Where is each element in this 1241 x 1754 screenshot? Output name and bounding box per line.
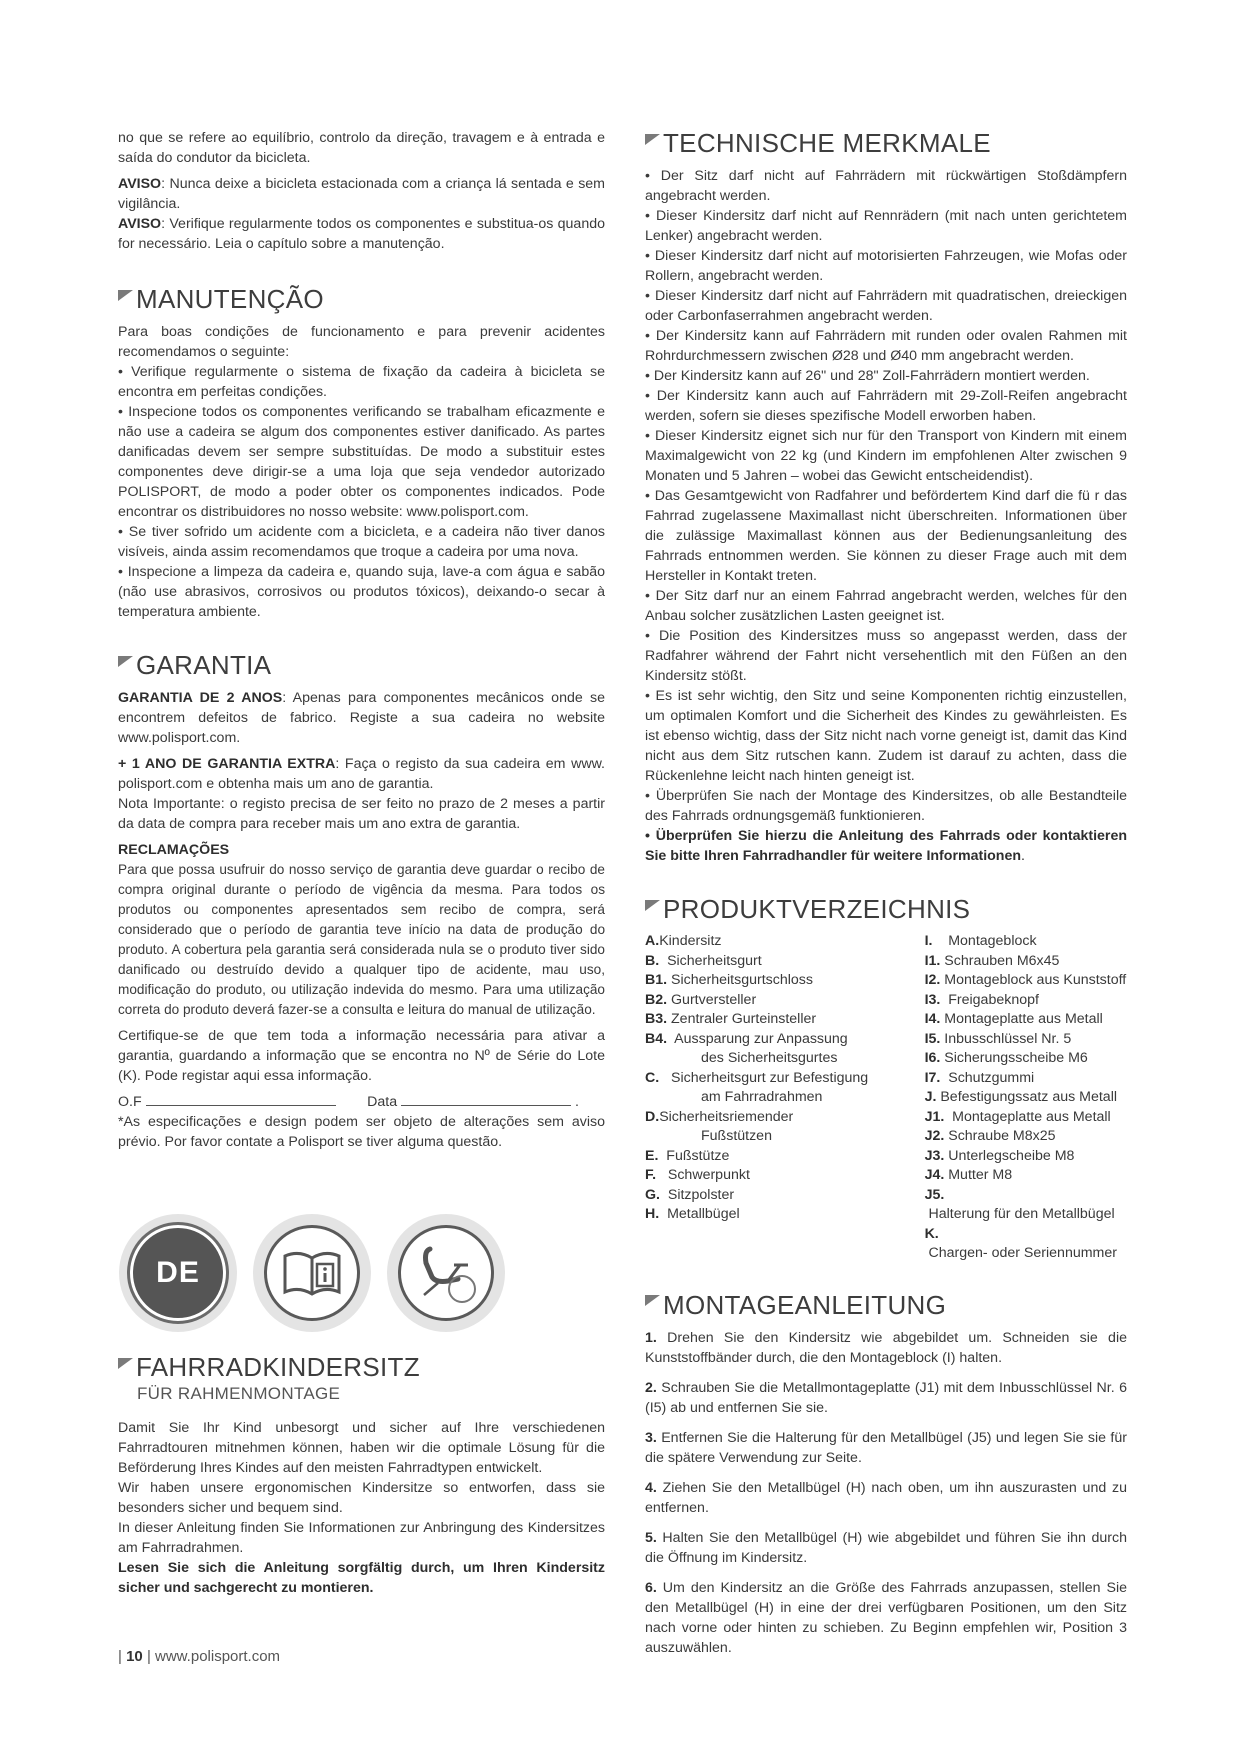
parts-list-item: E. Fußstütze [645, 1147, 730, 1164]
assembly-step: 6. Um den Kindersitz an die Größe des Fahrrads anzupassen, stellen Sie den Metallbügel (H) in eine der drei verfügbaren Positionen, um den Sitz nach vorne oder hinten zu schieben. Zu Beginn empfehlen wir, Position 3 auszuwählen. [645, 1579, 1127, 1656]
parts-list-item: J3. Unterlegscheibe M8 [924, 1147, 1075, 1164]
bullet-item: • Überprüfen Sie nach der Montage des Kindersitzes, ob alle Bestandteile des Fahrrads ordnungsgemäß funktionieren. [645, 788, 1127, 824]
parts-list-item: Fußstützen [701, 1128, 772, 1144]
bold-bullet-item: • Überprüfen Sie hierzu die Anleitung des Fahrrads oder kontaktieren Sie bitte Ihren Fahrradhandler für weitere Informationen. [645, 828, 1127, 864]
parts-list-item: K. Chargen- oder Seriennummer [924, 1225, 1117, 1261]
parts-list-item: am Fahrradrahmen [701, 1089, 823, 1105]
page-footer: | 10 | www.polisport.com [118, 1648, 281, 1665]
right-column [645, 128, 1127, 1668]
parts-list-item: I5. Inbusschlüssel Nr. 5 [924, 1030, 1072, 1047]
section-title-technische: TECHNISCHE MERKMALE [645, 128, 1127, 158]
parts-list-item: I4. Montageplatte aus Metall [924, 1011, 1103, 1027]
garantia-extra-paragraph: + 1 ANO DE GARANTIA EXTRA: Faça o registo da sua cadeira em www. polisport.com e obtenha mais um ano de garantia. [118, 756, 605, 792]
left-column [118, 128, 605, 1598]
section-marker-icon [645, 900, 660, 911]
fahrrad-paragraph: Damit Sie Ihr Kind unbesorgt und sicher auf Ihre verschiedenen Fahrradtouren mitnehmen können, haben wir die optimale Lösung für die Beförderung Ihres Kindes auf den meisten Fahrradtypen entwickelt. [118, 1420, 605, 1476]
section-marker-icon [118, 1358, 133, 1369]
parts-list-item: A.Kindersitz [645, 933, 722, 949]
parts-list-item: des Sicherheitsgurtes [701, 1050, 838, 1066]
warning-label: AVISO [118, 176, 162, 192]
certifique-text: Certifique-se de que tem toda a informação necessária para ativar a garantia, guardando a informação que se encontra no Nº de Série do Lote (K). Pode registar aqui essa informação. [118, 1028, 605, 1084]
parts-list-item: B3. Zentraler Gurteinsteller [645, 1011, 817, 1027]
language-badge-inner [130, 1225, 226, 1321]
assembly-steps [645, 1328, 1127, 1658]
manutencao-lead: Para boas condições de funcionamento e para prevenir acidentes recomendamos o seguinte: [118, 324, 605, 360]
bullet-item: • Der Kindersitz kann auf Fahrrädern mit runden oder ovalen Rahmen mit Rohrdurchmessern zwischen Ø28 und Ø40 mm angebracht werden. [645, 328, 1127, 364]
fahrrad-paragraph: Wir haben unsere ergonomischen Kindersitze so entworfen, dass sie besonders sicher und bequem sind. [118, 1480, 605, 1516]
section-marker-icon [645, 1295, 660, 1306]
parts-list-item: I1. Schrauben M6x45 [924, 952, 1060, 969]
data-label: Data [367, 1094, 398, 1110]
fahrrad-paragraph: In dieser Anleitung finden Sie Informationen zur Anbringung des Kindersitzes am Fahrradrahmen. [118, 1520, 605, 1556]
parts-list-item: B. Sicherheitsgurt [645, 952, 762, 969]
parts-list-left [645, 932, 886, 1264]
open-book-icon [281, 1248, 343, 1298]
section-title-manutencao: MANUTENÇÃO [118, 284, 605, 314]
website-link[interactable]: www.polisport.com [155, 1648, 281, 1665]
of-label: O.F [118, 1094, 142, 1110]
garantia-paragraph: GARANTIA DE 2 ANOS: Apenas para componentes mecânicos onde se encontrem defeitos de fabrico. Registe a sua cadeira no website www.polisport.com. [118, 690, 605, 746]
bullet-item: • Inspecione a limpeza da cadeira e, quando suja, lave-a com água e sabão (não use abrasivos, corrosivos ou produtos tóxicos), deixando-o secar à temperatura ambiente. [118, 564, 605, 620]
bullet-item: • Verifique regularmente o sistema de fixação da cadeira à bicicleta se encontra em perfeitas condições. [118, 364, 605, 400]
bullet-item: • Der Sitz darf nicht auf Fahrrädern mit rückwärtigen Stoßdämpfern angebracht werden. [645, 168, 1127, 204]
bullet-item: • Se tiver sofrido um acidente com a bicicleta, e a cadeira não tiver danos visíveis, ainda assim recomendamos que troque a cadeira por uma nova. [118, 524, 605, 560]
assembly-step: 3. Entfernen Sie die Halterung für den Metallbügel (J5) und legen Sie sie für die spätere Verwendung zur Seite. [645, 1429, 1127, 1466]
parts-list-item: J4. Mutter M8 [924, 1167, 1013, 1183]
reclamacoes-text: Para que possa usufruir do nosso serviço de garantia deve guardar o recibo de compra original durante o período de vigência da mesma. Para todos os produtos ou componentes apresentados sem recibo de compra, será considerado que o período de garantia teve início na data de produção do produto. A cobertura pela garantia será considerada nula se o produto tiver sido danificado ou destruído devido a qualquer tipo de acidente, mau uso, modificação do produto, ou utilização indevida do mesmo. Para uma utilização correta do produto deverá fazer-se a consulta e leitura do manual de utilização. [118, 862, 605, 1017]
bullet-item: • Der Sitz darf nur an einem Fahrrad angebracht werden, welches für den Anbau solcher zusätzlichen Lasten geeignet ist. [645, 588, 1127, 624]
of-input[interactable] [146, 1092, 336, 1106]
bike-seat-icon [414, 1243, 478, 1303]
parts-list [645, 932, 1127, 1264]
bullet-item: • Der Kindersitz kann auf 26" und 28" Zoll-Fahrrädern montiert werden. [645, 368, 1090, 384]
assembly-step: 4. Ziehen Sie den Metallbügel (H) nach oben, um ihn auszurasten und zu entfernen. [645, 1479, 1127, 1516]
parts-list-item: I2. Montageblock aus Kunststoff [924, 972, 1127, 988]
section-title-montage: MONTAGEANLEITUNG [645, 1290, 1127, 1320]
section-title-fahrradkindersitz: FAHRRADKINDERSITZ [118, 1352, 605, 1382]
icon-row [119, 1214, 605, 1332]
parts-list-item: F. Schwerpunkt [645, 1167, 750, 1183]
parts-list-right [925, 932, 1127, 1264]
parts-list-item: I7. Schutzgummi [924, 1069, 1035, 1086]
section-marker-icon [645, 134, 660, 145]
parts-list-item: I. Montageblock [924, 933, 1037, 949]
parts-list-item: I6. Sicherungsscheibe M6 [924, 1050, 1088, 1066]
parts-list-item: J2. Schraube M8x25 [924, 1128, 1056, 1144]
bullet-item: • Es ist sehr wichtig, den Sitz und seine Komponenten richtig einzustellen, um optimalen Komfort und die Sicherheit des Kindes zu gewährleisten. Es ist ebenso wichtig, dass der Sitz nicht nach vorne geneigt ist, damit das Kind nicht aus dem Sitz rutschen kann. Zudem ist darauf zu achten, dass die Rückenlehne leicht nach hinten geneigt ist. [645, 688, 1127, 784]
parts-list-item: D.Sicherheitsriemender [645, 1108, 794, 1125]
bullet-item: • Die Position des Kindersitzes muss so angepasst werden, dass der Radfahrer während der Fahrt nicht versehentlich mit den Füßen an den Kindersitz stößt. [645, 628, 1127, 684]
intro-text: no que se refere ao equilíbrio, controlo da direção, travagem e à entrada e saída do condutor da bicicleta. [118, 130, 605, 166]
assembly-step: 2. Schrauben Sie die Metallmontageplatte (J1) mit dem Inbusschlüssel Nr. 6 (I5) ab und entfernen Sie sie. [645, 1379, 1127, 1416]
assembly-step: 5. Halten Sie den Metallbügel (H) wie abgebildet und führen Sie ihn durch die Öffnung im Kindersitz. [645, 1529, 1127, 1566]
parts-list-item: B4. Aussparung zur Anpassung [645, 1030, 848, 1047]
bullet-item: • Das Gesamtgewicht von Radfahrer und befördertem Kind darf die fü r das Fahrrad zugelassene Maximallast nicht überschreiten. Informationen über die zulässige Maximallast können aus der Bedienungsanleitung des Fahrrads entnommen werden. Sie können zu dieser Frage auch mit dem Hersteller in Kontakt treten. [645, 488, 1127, 584]
garantia-note: Nota Importante: o registo precisa de ser feito no prazo de 2 meses a partir da data de compra para receber mais um ano extra de garantia. [118, 796, 605, 832]
parts-list-item: B2. Gurtversteller [645, 991, 757, 1008]
assembly-step: 1. Drehen Sie den Kindersitz wie abgebildet um. Schneiden sie die Kunststoffbänder durch, die den Montageblock (I) halten. [645, 1329, 1127, 1366]
section-subtitle: FÜR RAHMENMONTAGE [137, 1384, 341, 1403]
parts-list-item: I3. Freigabeknopf [924, 991, 1039, 1008]
bullet-item: • Dieser Kindersitz darf nicht auf motorisierten Fahrzeugen, wie Mofas oder Rollern, angebracht werden. [645, 248, 1127, 284]
section-title-produkt: PRODUKTVERZEICHNIS [645, 894, 1127, 924]
parts-list-item: J. Befestigungssatz aus Metall [924, 1089, 1117, 1105]
parts-list-item: G. Sitzpolster [645, 1186, 735, 1203]
language-code: DE [156, 1256, 200, 1289]
section-marker-icon [118, 656, 133, 667]
section-title-garantia: GARANTIA [118, 650, 605, 680]
parts-list-item: C. Sicherheitsgurt zur Befestigung [645, 1069, 869, 1086]
section-marker-icon [118, 290, 133, 301]
parts-list-item: H. Metallbügel [645, 1206, 740, 1222]
specs-note: *As especificações e design podem ser objeto de alterações sem aviso prévio. Por favor contate a Polisport se tiver alguma questão. [118, 1114, 605, 1150]
bullet-item: • Der Kindersitz kann auch auf Fahrrädern mit 29-Zoll-Reifen angebracht werden, sofern sie dieses spezifische Modell erworben haben. [645, 388, 1127, 424]
data-input[interactable] [401, 1092, 571, 1106]
warning-paragraph: AVISO: Verifique regularmente todos os componentes e substitua-os quando for necessário. Leia o capítulo sobre a manutenção. [118, 216, 605, 252]
language-badge [119, 1214, 237, 1332]
reclamacoes-heading: RECLAMAÇÕES [118, 842, 230, 858]
bullet-item: • Inspecione todos os componentes verificando se trabalham eficazmente e não use a cadeira se algum dos componentes estiver danificado. As partes danificadas devem ser sempre substituídas. De modo a substituir estes componentes deve dirigir-se a uma loja que seja vendedor autorizado POLISPORT, de modo a poder obter os componentes indicados. Pode encontrar os distribuidores no nosso website: www.polisport.com. [118, 404, 605, 520]
page-number: 10 [126, 1648, 143, 1665]
parts-list-item: J5. Halterung für den Metallbügel [924, 1186, 1115, 1222]
parts-list-item: B1. Sicherheitsgurtschloss [645, 972, 813, 988]
parts-list-item: J1. Montageplatte aus Metall [924, 1108, 1111, 1125]
warning-paragraph: AVISO: Nunca deixe a bicicleta estacionada com a criança lá sentada e sem vigilância. [118, 176, 605, 212]
fahrrad-bold-paragraph: Lesen Sie sich die Anleitung sorgfältig durch, um Ihren Kindersitz sicher und sachgerecht zu montieren. [118, 1560, 605, 1596]
bullet-item: • Dieser Kindersitz eignet sich nur für den Transport von Kindern mit einem Maximalgewicht von 22 kg (und Kindern im empfohlenen Alter zwischen 9 Monaten und 5 Jahren – wobei das Gewicht entscheidendist). [645, 428, 1127, 484]
child-seat-icon [387, 1214, 505, 1332]
bullet-item: • Dieser Kindersitz darf nicht auf Rennrädern (mit nach unten gerichtetem Lenker) angebracht werden. [645, 208, 1127, 244]
registration-fields: O.F Data . [118, 1094, 579, 1110]
warning-label: AVISO [118, 216, 162, 232]
bullet-item: • Dieser Kindersitz darf nicht auf Fahrrädern mit quadratischen, dreieckigen oder Carbonfaserrahmen angebracht werden. [645, 288, 1127, 324]
read-manual-icon [253, 1214, 371, 1332]
